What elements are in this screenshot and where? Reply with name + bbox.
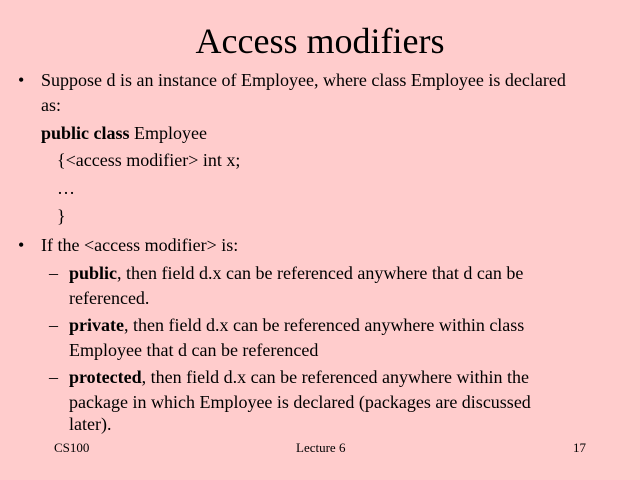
subitem-private-line1	[69, 312, 524, 338]
code-keyword: public class	[41, 123, 130, 143]
bullet1-line1: Suppose d is an instance of Employee, where class Employee is declared	[41, 70, 566, 90]
bullet1-line2: as:	[41, 95, 61, 115]
subitem-protected-line3: later).	[69, 414, 112, 434]
keyword-protected: protected	[69, 367, 142, 387]
subitem-public-text: , then field d.x can be referenced anywhere that d can be	[117, 263, 524, 283]
dash-marker: –	[49, 263, 58, 283]
subitem-protected-text: , then field d.x can be referenced anywhere within the	[141, 367, 529, 387]
bullet2-text: If the <access modifier> is:	[41, 235, 239, 255]
code-line-class-declaration	[41, 120, 207, 146]
subitem-protected-line1	[69, 364, 529, 390]
code-classname: Employee	[129, 123, 208, 143]
footer-page-number: 17	[573, 440, 586, 455]
bullet-marker: •	[18, 70, 25, 90]
footer-lecture: Lecture 6	[296, 440, 346, 455]
bullet-marker: •	[18, 235, 25, 255]
code-line-ellipsis: …	[57, 178, 75, 198]
slide-title: Access modifiers	[195, 21, 445, 61]
dash-marker: –	[49, 315, 58, 335]
subitem-private-text: , then field d.x can be referenced anywhere within class	[123, 315, 525, 335]
keyword-public: public	[69, 263, 118, 283]
footer-course: CS100	[54, 440, 90, 455]
dash-marker: –	[49, 367, 58, 387]
subitem-public-line2: referenced.	[69, 288, 150, 308]
keyword-private: private	[69, 315, 124, 335]
subitem-protected-line2: package in which Employee is declared (packages are discussed	[69, 392, 531, 412]
code-line-field: {<access modifier> int x;	[57, 150, 241, 170]
subitem-private-line2: Employee that d can be referenced	[69, 340, 319, 360]
code-line-close-brace: }	[57, 206, 66, 226]
subitem-public-line1	[69, 260, 523, 286]
